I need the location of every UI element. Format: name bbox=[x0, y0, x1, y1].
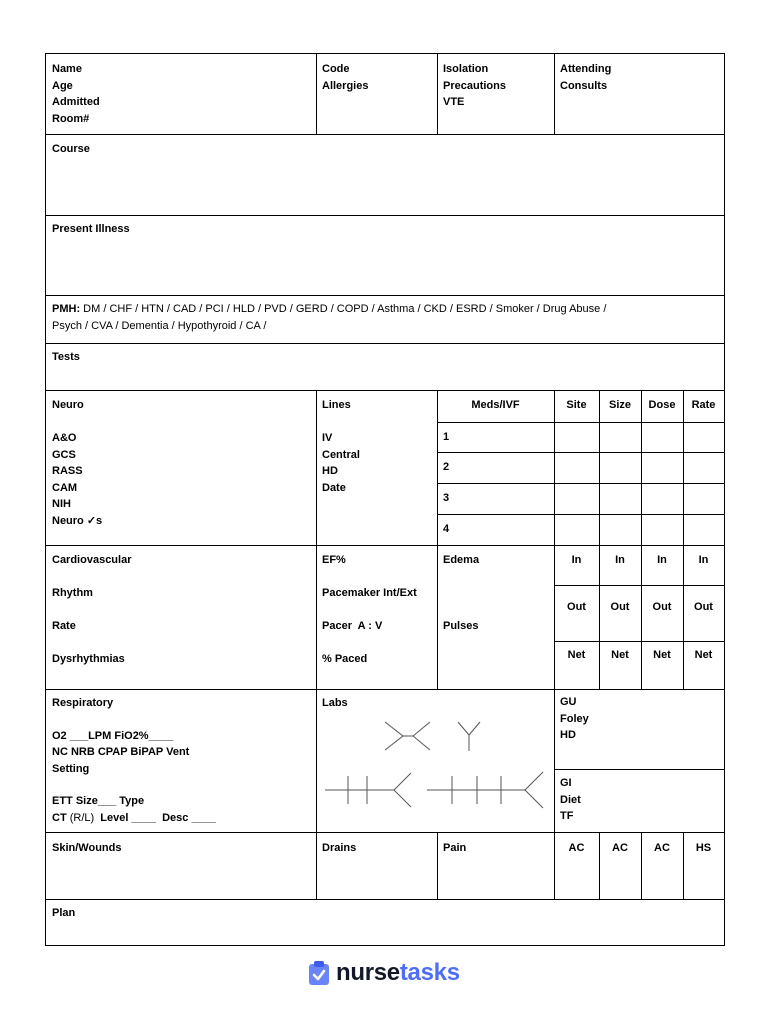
pulses-label: Pulses bbox=[443, 620, 479, 632]
gi-title: GI bbox=[560, 777, 572, 789]
tf-label: TF bbox=[560, 810, 574, 822]
paced-label: % Paced bbox=[322, 653, 368, 665]
o2-modes: NC NRB CPAP BiPAP Vent bbox=[52, 746, 190, 758]
io-in: In bbox=[657, 554, 667, 566]
pmh-divider bbox=[46, 295, 724, 296]
precautions-label: Precautions bbox=[443, 79, 506, 92]
med-row-number: 4 bbox=[443, 523, 450, 535]
site-header: Site bbox=[566, 399, 587, 411]
ett-line: ETT Size___ Type bbox=[52, 795, 145, 807]
meds-row-line-2 bbox=[437, 452, 724, 453]
ac-label: AC bbox=[654, 842, 670, 854]
logo-text-nurse: nurse bbox=[336, 959, 400, 986]
ct-side: (R/L) bbox=[69, 812, 95, 824]
meds-header: Meds/IVF bbox=[471, 399, 520, 411]
skin-col-divider-2 bbox=[437, 832, 438, 899]
present-illness-label: Present Illness bbox=[52, 223, 130, 235]
labs-label: Labs bbox=[322, 697, 348, 709]
lines-item: Date bbox=[322, 481, 346, 494]
header-divider-2 bbox=[437, 54, 438, 134]
lab-fishbone-diagrams bbox=[317, 709, 553, 829]
plan-divider bbox=[46, 899, 724, 900]
cardio-col-divider-2 bbox=[437, 545, 438, 689]
cardio-title: Cardiovascular bbox=[52, 554, 132, 566]
dysrhythmias-label: Dysrhythmias bbox=[52, 653, 125, 665]
io-out: Out bbox=[652, 601, 672, 613]
age-label: Age bbox=[52, 79, 73, 92]
name-label: Name bbox=[52, 63, 82, 75]
neuro-item: GCS bbox=[52, 448, 76, 461]
med-row-number: 2 bbox=[443, 461, 450, 473]
cardio-divider bbox=[46, 545, 724, 546]
io-out: Out bbox=[610, 601, 630, 613]
io-net: Net bbox=[653, 649, 671, 661]
abg-y-diagram bbox=[458, 722, 480, 751]
attending-label: Attending bbox=[560, 63, 612, 75]
pmh-line-2: Psych / CVA / Dementia / Hypothyroid / CA / bbox=[52, 320, 267, 332]
room-label: Room# bbox=[52, 112, 90, 125]
logo-text bbox=[336, 959, 460, 987]
dose-header: Dose bbox=[648, 399, 676, 411]
pacer-label: Pacer A : V bbox=[322, 620, 383, 632]
cardio-col-divider-1 bbox=[316, 545, 317, 689]
chem-fishbone-left bbox=[325, 773, 411, 807]
pacemaker-label: Pacemaker Int/Ext bbox=[322, 587, 417, 599]
ac-label: AC bbox=[612, 842, 628, 854]
chem-fishbone-right bbox=[427, 772, 543, 808]
ac-label: AC bbox=[568, 842, 585, 854]
io-row-line-2 bbox=[554, 641, 724, 642]
pmh-block bbox=[52, 301, 606, 318]
med-row-number: 3 bbox=[443, 492, 450, 504]
skin-col-divider-1 bbox=[316, 832, 317, 899]
logo-text-tasks: tasks bbox=[399, 959, 460, 986]
meds-row-line-4 bbox=[437, 514, 724, 515]
meds-row-line-3 bbox=[437, 483, 724, 484]
med-row-number: 1 bbox=[443, 431, 450, 443]
admitted-label: Admitted bbox=[52, 96, 100, 108]
ct-rest: Level ____ Desc ____ bbox=[94, 812, 216, 824]
neuro-divider bbox=[46, 390, 724, 391]
header-code-fields bbox=[322, 61, 368, 94]
consults-label: Consults bbox=[560, 79, 608, 92]
allergies-label: Allergies bbox=[322, 79, 369, 92]
pmh-label: PMH: bbox=[52, 303, 81, 315]
gu-title: GU bbox=[560, 696, 577, 708]
lines-item: Central bbox=[322, 448, 360, 461]
vent-setting-label: Setting bbox=[52, 763, 90, 775]
ct-line bbox=[52, 810, 216, 827]
tests-divider bbox=[46, 343, 724, 344]
plan-label: Plan bbox=[52, 907, 76, 919]
edema-label: Edema bbox=[443, 554, 480, 566]
drains-label: Drains bbox=[322, 842, 357, 854]
lines-item: IV bbox=[322, 432, 333, 444]
gu-gi-divider bbox=[554, 769, 724, 770]
tests-label: Tests bbox=[52, 351, 80, 363]
lines-item: HD bbox=[322, 465, 338, 477]
diet-label: Diet bbox=[560, 793, 581, 806]
io-out: Out bbox=[567, 601, 586, 613]
header-divider-1 bbox=[316, 54, 317, 134]
header-patient-fields bbox=[52, 61, 100, 127]
gu-hd-label: HD bbox=[560, 729, 576, 741]
skin-divider bbox=[46, 832, 724, 833]
isolation-label: Isolation bbox=[443, 63, 489, 75]
code-label: Code bbox=[322, 63, 350, 75]
io-net: Net bbox=[694, 649, 713, 661]
neuro-item: NIH bbox=[52, 498, 71, 510]
neuro-col-divider-1 bbox=[316, 390, 317, 545]
meds-row-line-1 bbox=[437, 422, 724, 423]
gi-section bbox=[560, 775, 581, 825]
neuro-item: CAM bbox=[52, 481, 78, 494]
neuro-item: Neuro ✓s bbox=[52, 514, 103, 527]
cardio-rate-label: Rate bbox=[52, 620, 76, 632]
neuro-title: Neuro bbox=[52, 399, 84, 411]
io-row-line-1 bbox=[554, 585, 724, 586]
io-in: In bbox=[698, 554, 709, 566]
gu-section bbox=[560, 694, 589, 744]
size-header: Size bbox=[608, 399, 631, 411]
neuro-items bbox=[52, 430, 102, 529]
io-in: In bbox=[571, 554, 582, 566]
io-out: Out bbox=[694, 601, 713, 613]
course-divider bbox=[46, 134, 724, 135]
lines-items bbox=[322, 430, 360, 496]
o2-line: O2 ___LPM FiO2%____ bbox=[52, 730, 174, 742]
rate-header: Rate bbox=[691, 399, 716, 411]
patient-report-sheet bbox=[45, 53, 725, 946]
nursetasks-logo bbox=[308, 958, 460, 988]
resp-title: Respiratory bbox=[52, 697, 114, 709]
skin-wounds-label: Skin/Wounds bbox=[52, 842, 122, 854]
bmp-x-diagram bbox=[385, 722, 430, 750]
io-in: In bbox=[615, 554, 625, 566]
io-net: Net bbox=[567, 649, 586, 661]
lines-title: Lines bbox=[322, 399, 351, 411]
ct-prefix: CT bbox=[52, 812, 70, 824]
rhythm-label: Rhythm bbox=[52, 587, 93, 599]
present-illness-divider bbox=[46, 215, 724, 216]
clipboard-check-icon bbox=[308, 960, 330, 986]
resp-col-divider-2 bbox=[554, 689, 555, 832]
header-attending-fields bbox=[560, 61, 611, 94]
header-isolation-fields bbox=[443, 61, 506, 111]
resp-divider bbox=[46, 689, 724, 690]
vte-label: VTE bbox=[443, 96, 465, 108]
io-net: Net bbox=[611, 649, 629, 661]
pmh-line-1: DM / CHF / HTN / CAD / PCI / HLD / PVD / GERD / COPD / Asthma / CKD / ESRD / Smoker / Drug Abuse / bbox=[83, 303, 607, 315]
hs-label: HS bbox=[695, 842, 712, 854]
neuro-item: A&O bbox=[52, 432, 77, 444]
neuro-item: RASS bbox=[52, 465, 83, 477]
ef-label: EF% bbox=[322, 554, 346, 566]
course-label: Course bbox=[52, 143, 90, 155]
header-divider-3 bbox=[554, 54, 555, 134]
foley-label: Foley bbox=[560, 712, 589, 725]
pain-label: Pain bbox=[443, 842, 467, 854]
